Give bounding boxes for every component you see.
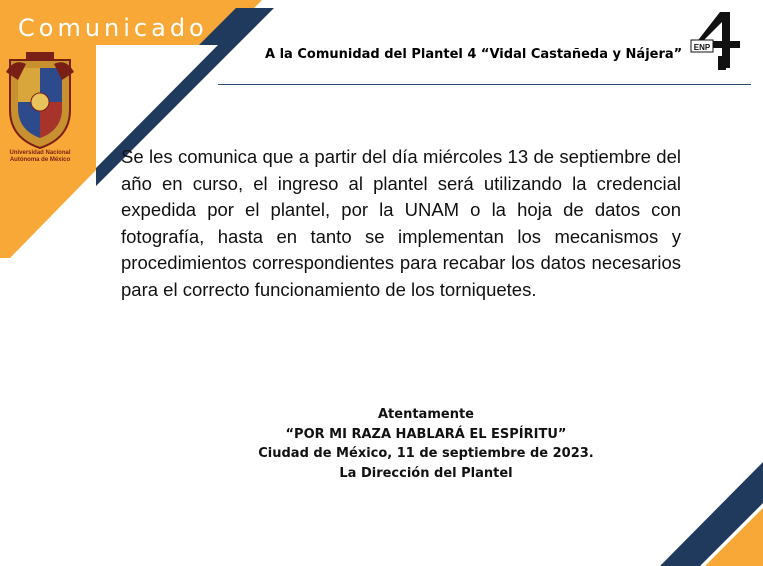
unam-seal-icon [4,50,76,168]
logo-letters: ENP [693,43,711,52]
header-rule [218,84,751,85]
signature-block [226,405,626,483]
banner-title: Comunicado [18,14,208,42]
signature-place-date: Ciudad de México, 11 de septiembre de 2023. [258,446,594,461]
addressee-line: A la Comunidad del Plantel 4 “Vidal Castañeda y Nájera” [265,47,683,62]
signature-motto: “POR MI RAZA HABLARÁ EL ESPÍRITU” [285,426,567,442]
signature-closing: Atentamente [378,407,474,422]
seal-caption [4,150,76,164]
enp-4-logo-icon [688,10,743,72]
signature-signer: La Dirección del Plantel [339,465,513,481]
announcement-body: Se les comunica que a partir del día miércoles 13 de septiembre del año en curso, el ingreso al plantel será utilizando la credencial expedida por el plantel, por la UNAM o la hoja de datos con fotografía, hasta en tanto se implementan los mecanismos y procedimientos correspondientes para recabar los datos necesarios para el correcto funcionamiento de los torniquetes. [121,146,681,300]
seal-caption-line1: Universidad Nacional [9,150,71,156]
seal-caption-line2: Autónoma de México [9,157,71,163]
